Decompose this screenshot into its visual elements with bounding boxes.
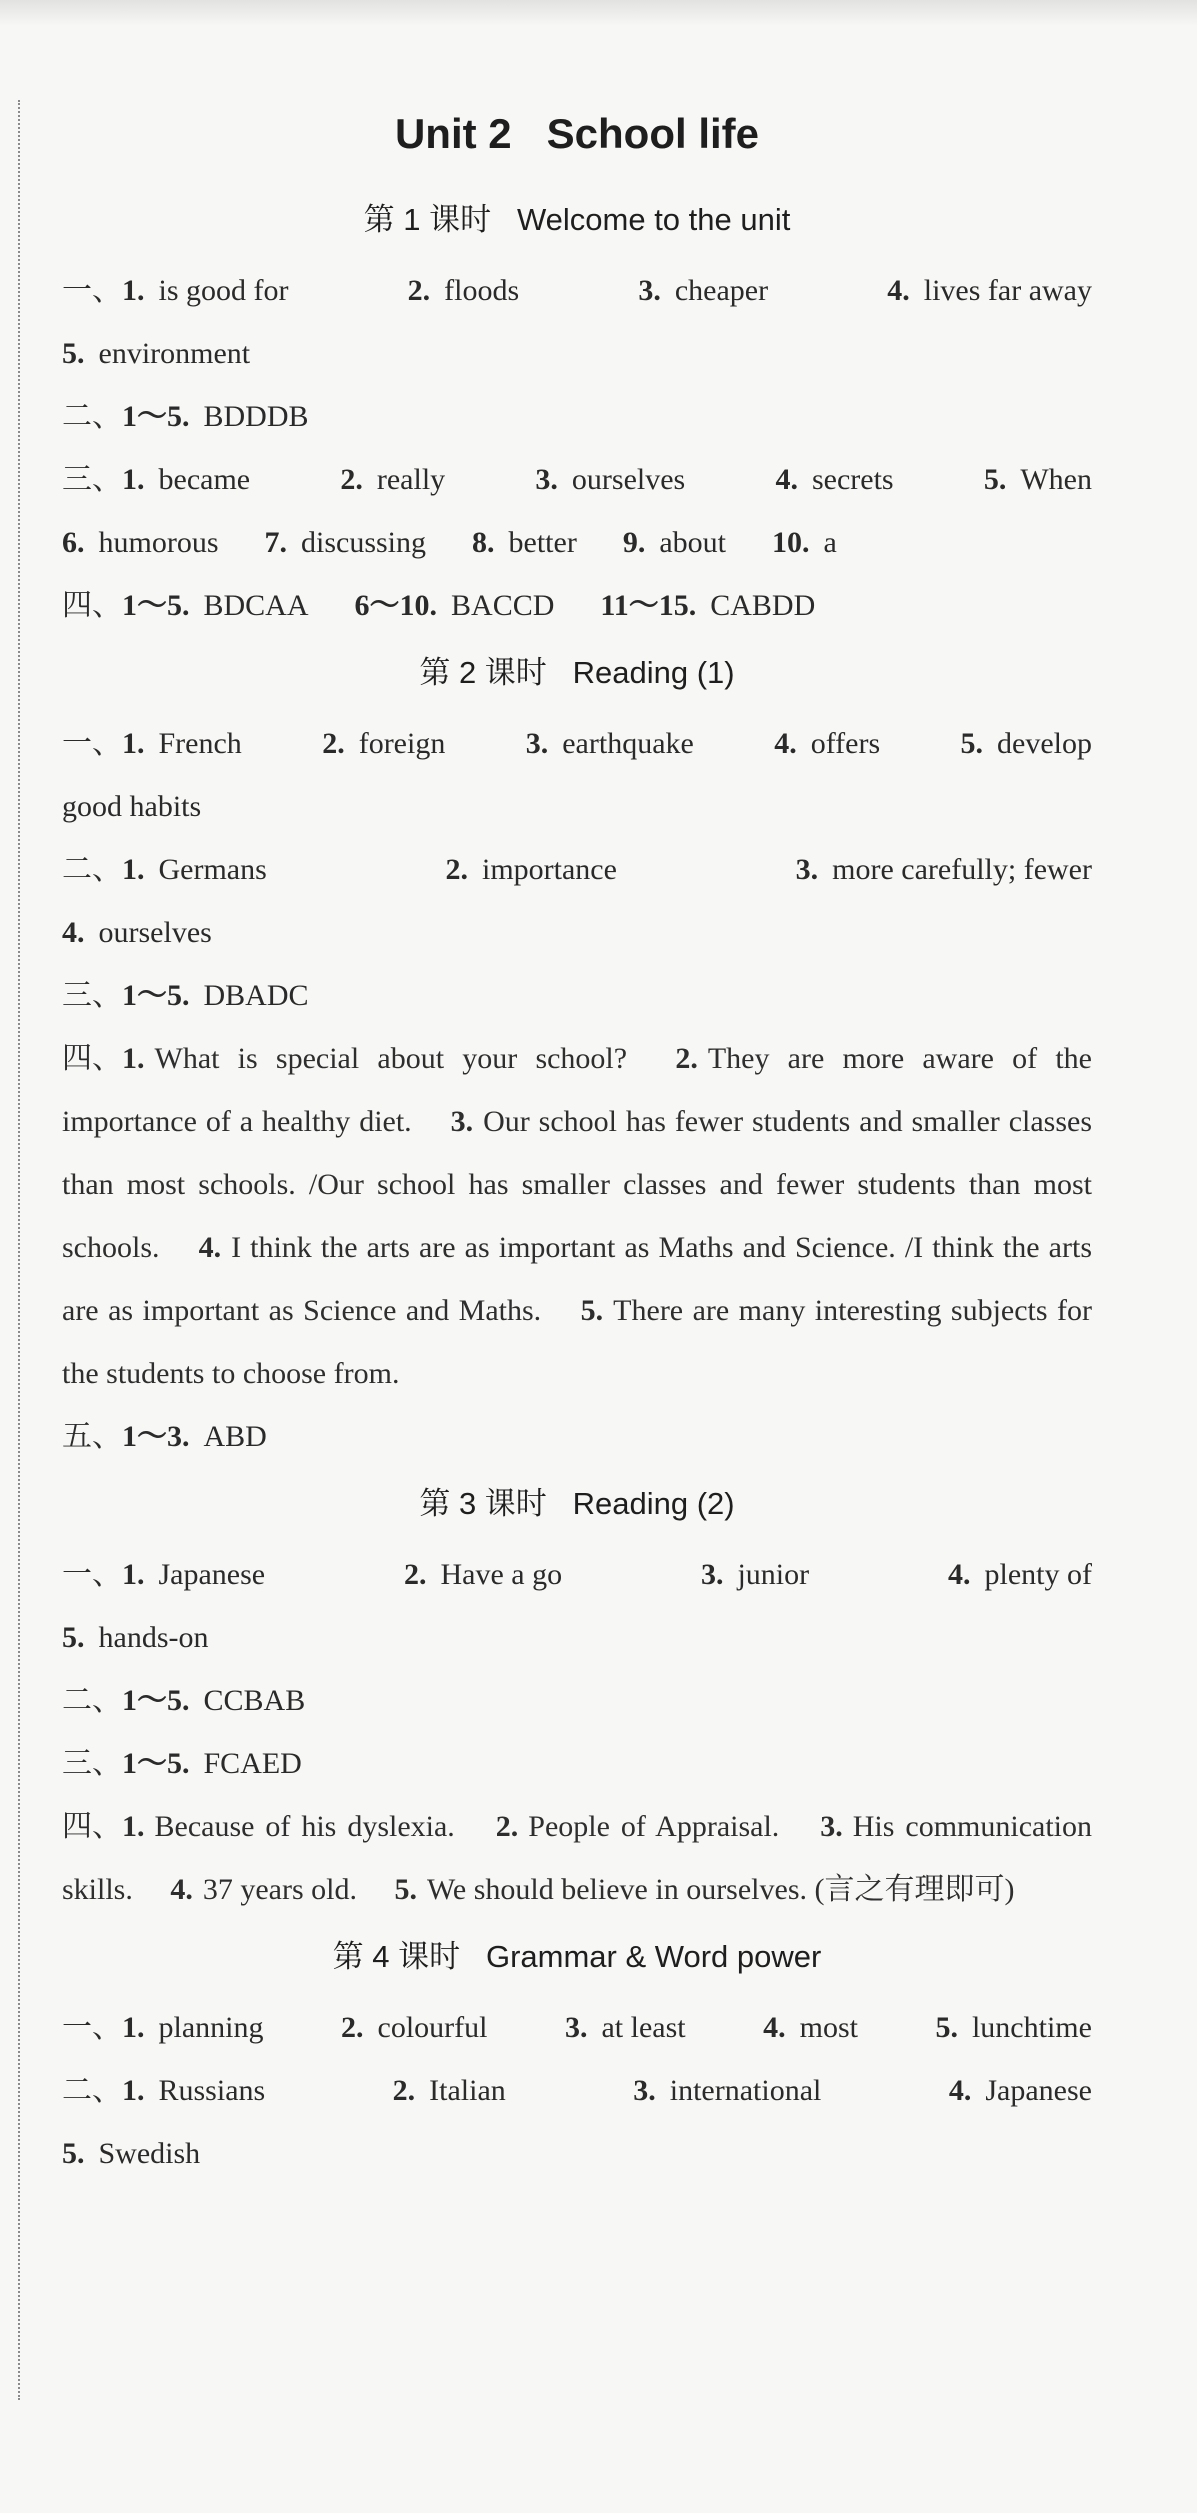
exercise-section <box>62 964 1092 1027</box>
exercise-section <box>62 1027 1092 1405</box>
answer-text: hands-on <box>98 1621 209 1654</box>
exercise-section <box>62 1405 1092 1468</box>
section-content <box>122 574 1092 637</box>
answer-text: People of Appraisal. <box>528 1810 780 1843</box>
section-marker: 三、 <box>62 1746 122 1781</box>
answer-item <box>355 574 555 637</box>
answer-text: When <box>1020 463 1092 496</box>
answer-number: 4. <box>170 1873 193 1906</box>
answer-number: 4. <box>763 2011 786 2044</box>
answer-number: 4. <box>62 916 85 949</box>
answer-line <box>122 964 1092 1027</box>
answer-text: ourselves <box>98 916 212 949</box>
answer-text: about <box>659 526 726 559</box>
section-content <box>122 1996 1092 2059</box>
section-marker: 一、 <box>62 273 122 308</box>
section-marker: 二、 <box>62 2073 122 2108</box>
answer-number: 1. <box>122 463 145 496</box>
section-content <box>62 712 1092 838</box>
answer-text: develop <box>997 727 1092 760</box>
answer-item <box>961 712 1092 775</box>
section-content <box>62 838 1092 964</box>
answer-text: Germans <box>158 853 267 886</box>
answer-item <box>408 259 520 322</box>
answer-number: 3. <box>820 1810 843 1843</box>
answer-item <box>775 448 893 511</box>
exercise-section <box>62 712 1092 838</box>
answer-item <box>623 511 726 574</box>
answer-text: Italian <box>429 2074 506 2107</box>
answer-text: Have a go <box>440 1558 563 1591</box>
answer-text: secrets <box>811 463 894 496</box>
section-marker: 三、 <box>62 978 122 1013</box>
section-marker: 二、 <box>62 399 122 434</box>
answer-number: 1. <box>122 1558 145 1591</box>
answer-text: most <box>799 2011 858 2044</box>
lesson-title: 第 2 课时 Reading (1) <box>419 655 735 690</box>
answer-number: 4. <box>775 463 798 496</box>
section-content <box>122 1732 1092 1795</box>
answer-text: earthquake <box>562 727 694 760</box>
section-marker: 四、 <box>62 1809 122 1844</box>
answer-line <box>62 1606 1092 1669</box>
answer-number: 1. <box>122 1042 145 1075</box>
section-marker: 四、 <box>62 588 122 623</box>
answer-item <box>472 511 577 574</box>
answer-item <box>122 259 289 322</box>
answer-number: 4. <box>198 1231 222 1264</box>
answer-item <box>122 1732 302 1795</box>
answer-number: 5. <box>62 1621 85 1654</box>
answer-number: 3. <box>535 463 558 496</box>
section-content <box>122 964 1092 1027</box>
answer-text: a <box>823 526 837 559</box>
answer-line <box>122 712 1092 775</box>
answer-item <box>122 1669 305 1732</box>
answer-item <box>772 511 837 574</box>
answer-item <box>122 448 250 511</box>
answer-text: became <box>158 463 251 496</box>
answer-number: 5. <box>394 1873 417 1906</box>
page-top-shadow <box>0 0 1197 26</box>
answer-number: 3. <box>633 2074 656 2107</box>
answer-line <box>62 511 1092 574</box>
answer-text: His communication skills. <box>62 1810 1093 1906</box>
answer-text: at least <box>601 2011 686 2044</box>
binding-dotted-line <box>18 100 20 2400</box>
answer-number: 4. <box>948 2074 972 2107</box>
exercise-section <box>62 838 1092 964</box>
answer-number: 5. <box>62 337 85 370</box>
answer-number: 1. <box>122 2011 145 2044</box>
answer-item <box>633 2059 821 2122</box>
answer-item <box>340 448 445 511</box>
answer-number: 1. <box>122 274 145 307</box>
answer-line <box>62 322 1092 385</box>
answer-item <box>984 448 1092 511</box>
section-marker: 五、 <box>62 1419 122 1454</box>
answer-number: 3. <box>795 853 819 886</box>
section-content <box>62 1027 1093 1405</box>
answer-number: 5. <box>935 2011 958 2044</box>
answer-line <box>62 2122 1092 2185</box>
answer-item <box>322 712 445 775</box>
answer-number: 2. <box>445 853 468 886</box>
answer-page <box>62 110 1092 2185</box>
section-marker: 一、 <box>62 2010 122 2045</box>
exercise-section <box>62 259 1092 385</box>
answer-number: 6. <box>62 526 85 559</box>
answer-number: 1～5. <box>122 400 190 433</box>
answer-text: lives far away <box>923 274 1092 307</box>
answer-text: BDDDB <box>203 400 309 433</box>
answer-number: 3. <box>700 1558 724 1591</box>
answer-text: 37 years old. <box>202 1873 357 1906</box>
lesson-title: 第 4 课时 Grammar & Word power <box>332 1939 822 1974</box>
answer-text: planning <box>158 2011 264 2044</box>
exercise-section <box>62 1795 1092 1921</box>
lesson-title: 第 1 课时 Welcome to the unit <box>363 202 791 237</box>
answer-line <box>122 259 1092 322</box>
answer-number: 6～10. <box>354 589 438 622</box>
answer-number: 1. <box>122 853 145 886</box>
answer-text: Japanese <box>158 1558 266 1591</box>
exercise-section <box>62 448 1092 574</box>
answer-number: 9. <box>622 526 646 559</box>
answer-number: 5. <box>983 463 1007 496</box>
answer-item <box>763 1996 858 2059</box>
answer-text: DBADC <box>203 979 309 1012</box>
section-content <box>122 1669 1092 1732</box>
answer-item <box>265 511 427 574</box>
unit-title: Unit 2 School life <box>394 110 760 157</box>
answer-number: 11～15. <box>600 589 697 622</box>
answer-item <box>62 511 219 574</box>
answer-number: 2. <box>341 2011 364 2044</box>
answer-item <box>122 1405 267 1468</box>
answer-item <box>62 901 212 964</box>
answer-item <box>122 1996 264 2059</box>
answer-number: 8. <box>472 526 495 559</box>
lesson-title: 第 3 课时 Reading (2) <box>419 1486 735 1521</box>
exercise-section <box>62 1543 1092 1669</box>
answer-item <box>638 259 768 322</box>
answer-item <box>122 1543 265 1606</box>
answer-number: 3. <box>525 727 549 760</box>
answer-text: CCBAB <box>203 1684 306 1717</box>
answer-text: really <box>376 463 446 496</box>
answer-number: 3. <box>450 1105 474 1138</box>
answer-line <box>122 385 1092 448</box>
answer-text: good habits <box>62 790 202 823</box>
section-marker: 一、 <box>62 1557 122 1592</box>
answer-number: 3. <box>564 2011 588 2044</box>
answer-text: colourful <box>377 2011 488 2044</box>
answer-item <box>796 838 1092 901</box>
answer-item <box>949 2059 1092 2122</box>
answer-item <box>122 2059 265 2122</box>
section-marker: 四、 <box>62 1041 122 1076</box>
answer-text: Japanese <box>985 2074 1092 2107</box>
answer-line <box>122 838 1092 901</box>
answer-item <box>122 964 309 1027</box>
answer-text: We should believe in ourselves. (言之有理即可) <box>427 1873 1015 1906</box>
answer-number: 3. <box>638 274 661 307</box>
answer-text: cheaper <box>674 274 769 307</box>
section-marker: 一、 <box>62 726 122 761</box>
answer-item <box>600 574 815 637</box>
answer-line <box>122 574 1092 637</box>
section-content <box>62 259 1092 385</box>
section-marker: 二、 <box>62 1683 122 1718</box>
answer-number: 2. <box>322 727 345 760</box>
answer-text: foreign <box>358 727 446 760</box>
answer-text: importance <box>481 853 617 886</box>
answer-text: international <box>669 2074 822 2107</box>
answer-text: junior <box>737 1558 810 1591</box>
answer-number: 2. <box>407 274 431 307</box>
section-marker: 二、 <box>62 852 122 887</box>
section-content <box>62 2059 1092 2185</box>
answer-number: 5. <box>62 2137 85 2170</box>
answer-text: is good for <box>158 274 289 307</box>
exercise-section <box>62 1732 1092 1795</box>
answer-number: 1. <box>122 2074 145 2107</box>
exercise-section <box>62 574 1092 637</box>
answer-item <box>62 775 201 838</box>
section-content <box>62 448 1092 574</box>
section-content <box>122 385 1092 448</box>
answer-number: 1～5. <box>122 1747 190 1780</box>
answer-item <box>701 1543 809 1606</box>
answer-line <box>122 1405 1092 1468</box>
answer-item <box>122 838 267 901</box>
answer-paragraph <box>62 1027 1092 1405</box>
answer-item <box>535 448 685 511</box>
lessons-container <box>62 194 1092 2185</box>
answer-text: ABD <box>203 1420 267 1453</box>
answer-item <box>565 1996 686 2059</box>
exercise-section <box>62 1669 1092 1732</box>
answer-item <box>948 1543 1092 1606</box>
answer-number: 1～5. <box>122 589 190 622</box>
answer-number: 4. <box>948 1558 971 1591</box>
answer-text: CABDD <box>710 589 816 622</box>
answer-item <box>122 574 309 637</box>
answer-item <box>445 838 616 901</box>
answer-item <box>935 1996 1091 2059</box>
answer-number: 1～3. <box>122 1420 190 1453</box>
answer-number: 10. <box>771 526 810 559</box>
answer-text: I think the arts are as important as Maths and Science. /I think the arts are as important as Science and Maths. <box>62 1231 1093 1327</box>
answer-number: 2. <box>495 1810 519 1843</box>
answer-number: 2. <box>675 1042 698 1075</box>
answer-text: BACCD <box>451 589 555 622</box>
answer-line <box>122 1669 1092 1732</box>
answer-line <box>62 901 1092 964</box>
answer-item <box>122 712 242 775</box>
answer-text: better <box>508 526 577 559</box>
answer-text: ourselves <box>571 463 686 496</box>
answer-text: floods <box>444 274 520 307</box>
answer-text: plenty of <box>984 1558 1092 1591</box>
section-content <box>122 1405 1092 1468</box>
answer-number: 1. <box>122 1810 145 1843</box>
answer-text: environment <box>98 337 251 370</box>
answer-text: offers <box>810 727 881 760</box>
answer-item <box>62 322 250 385</box>
answer-line <box>122 448 1092 511</box>
answer-item <box>341 1996 487 2059</box>
answer-item <box>62 1606 208 1669</box>
answer-text: French <box>158 727 242 760</box>
answer-text: more carefully; fewer <box>832 853 1092 886</box>
answer-number: 1～5. <box>122 1684 190 1717</box>
answer-text: FCAED <box>203 1747 302 1780</box>
answer-item <box>122 385 309 448</box>
answer-number: 7. <box>264 526 287 559</box>
answer-number: 5. <box>960 727 984 760</box>
answer-item <box>526 712 694 775</box>
answer-number: 2. <box>392 2074 416 2107</box>
answer-text: Our school has fewer students and smaller classes than most schools. /Our school has smaller classes and fewer students than most schools. <box>62 1105 1092 1264</box>
answer-text: Swedish <box>98 2137 201 2170</box>
answer-text: humorous <box>98 526 219 559</box>
answer-line <box>62 775 1092 838</box>
answer-number: 1. <box>122 727 145 760</box>
answer-text: BDCAA <box>203 589 309 622</box>
answer-paragraph <box>62 1795 1092 1921</box>
answer-item <box>393 2059 506 2122</box>
answer-text: lunchtime <box>971 2011 1092 2044</box>
answer-line <box>122 1732 1092 1795</box>
answer-text: Because of his dyslexia. <box>154 1810 455 1843</box>
answer-number: 4. <box>774 727 797 760</box>
answer-line <box>122 2059 1092 2122</box>
section-content <box>62 1543 1092 1669</box>
answer-text: There are many interesting subjects for the students to choose from. <box>62 1294 1093 1390</box>
answer-item <box>404 1543 562 1606</box>
answer-text: They are more aware of the importance of a healthy diet. <box>62 1042 1092 1138</box>
answer-number: 4. <box>887 274 910 307</box>
exercise-section <box>62 1996 1092 2059</box>
answer-item <box>887 259 1092 322</box>
section-marker: 三、 <box>62 462 122 497</box>
exercise-section <box>62 385 1092 448</box>
answer-number: 2. <box>340 463 363 496</box>
answer-number: 1～5. <box>122 979 190 1012</box>
exercise-section <box>62 2059 1092 2185</box>
answer-line <box>122 1996 1092 2059</box>
answer-text: discussing <box>301 526 427 559</box>
answer-text: What is special about your school? <box>154 1042 628 1075</box>
answer-item <box>62 2122 200 2185</box>
answer-line <box>122 1543 1092 1606</box>
answer-item <box>774 712 880 775</box>
section-content <box>62 1795 1093 1921</box>
answer-text: Russians <box>158 2074 266 2107</box>
answer-number: 5. <box>580 1294 604 1327</box>
answer-number: 2. <box>403 1558 427 1591</box>
